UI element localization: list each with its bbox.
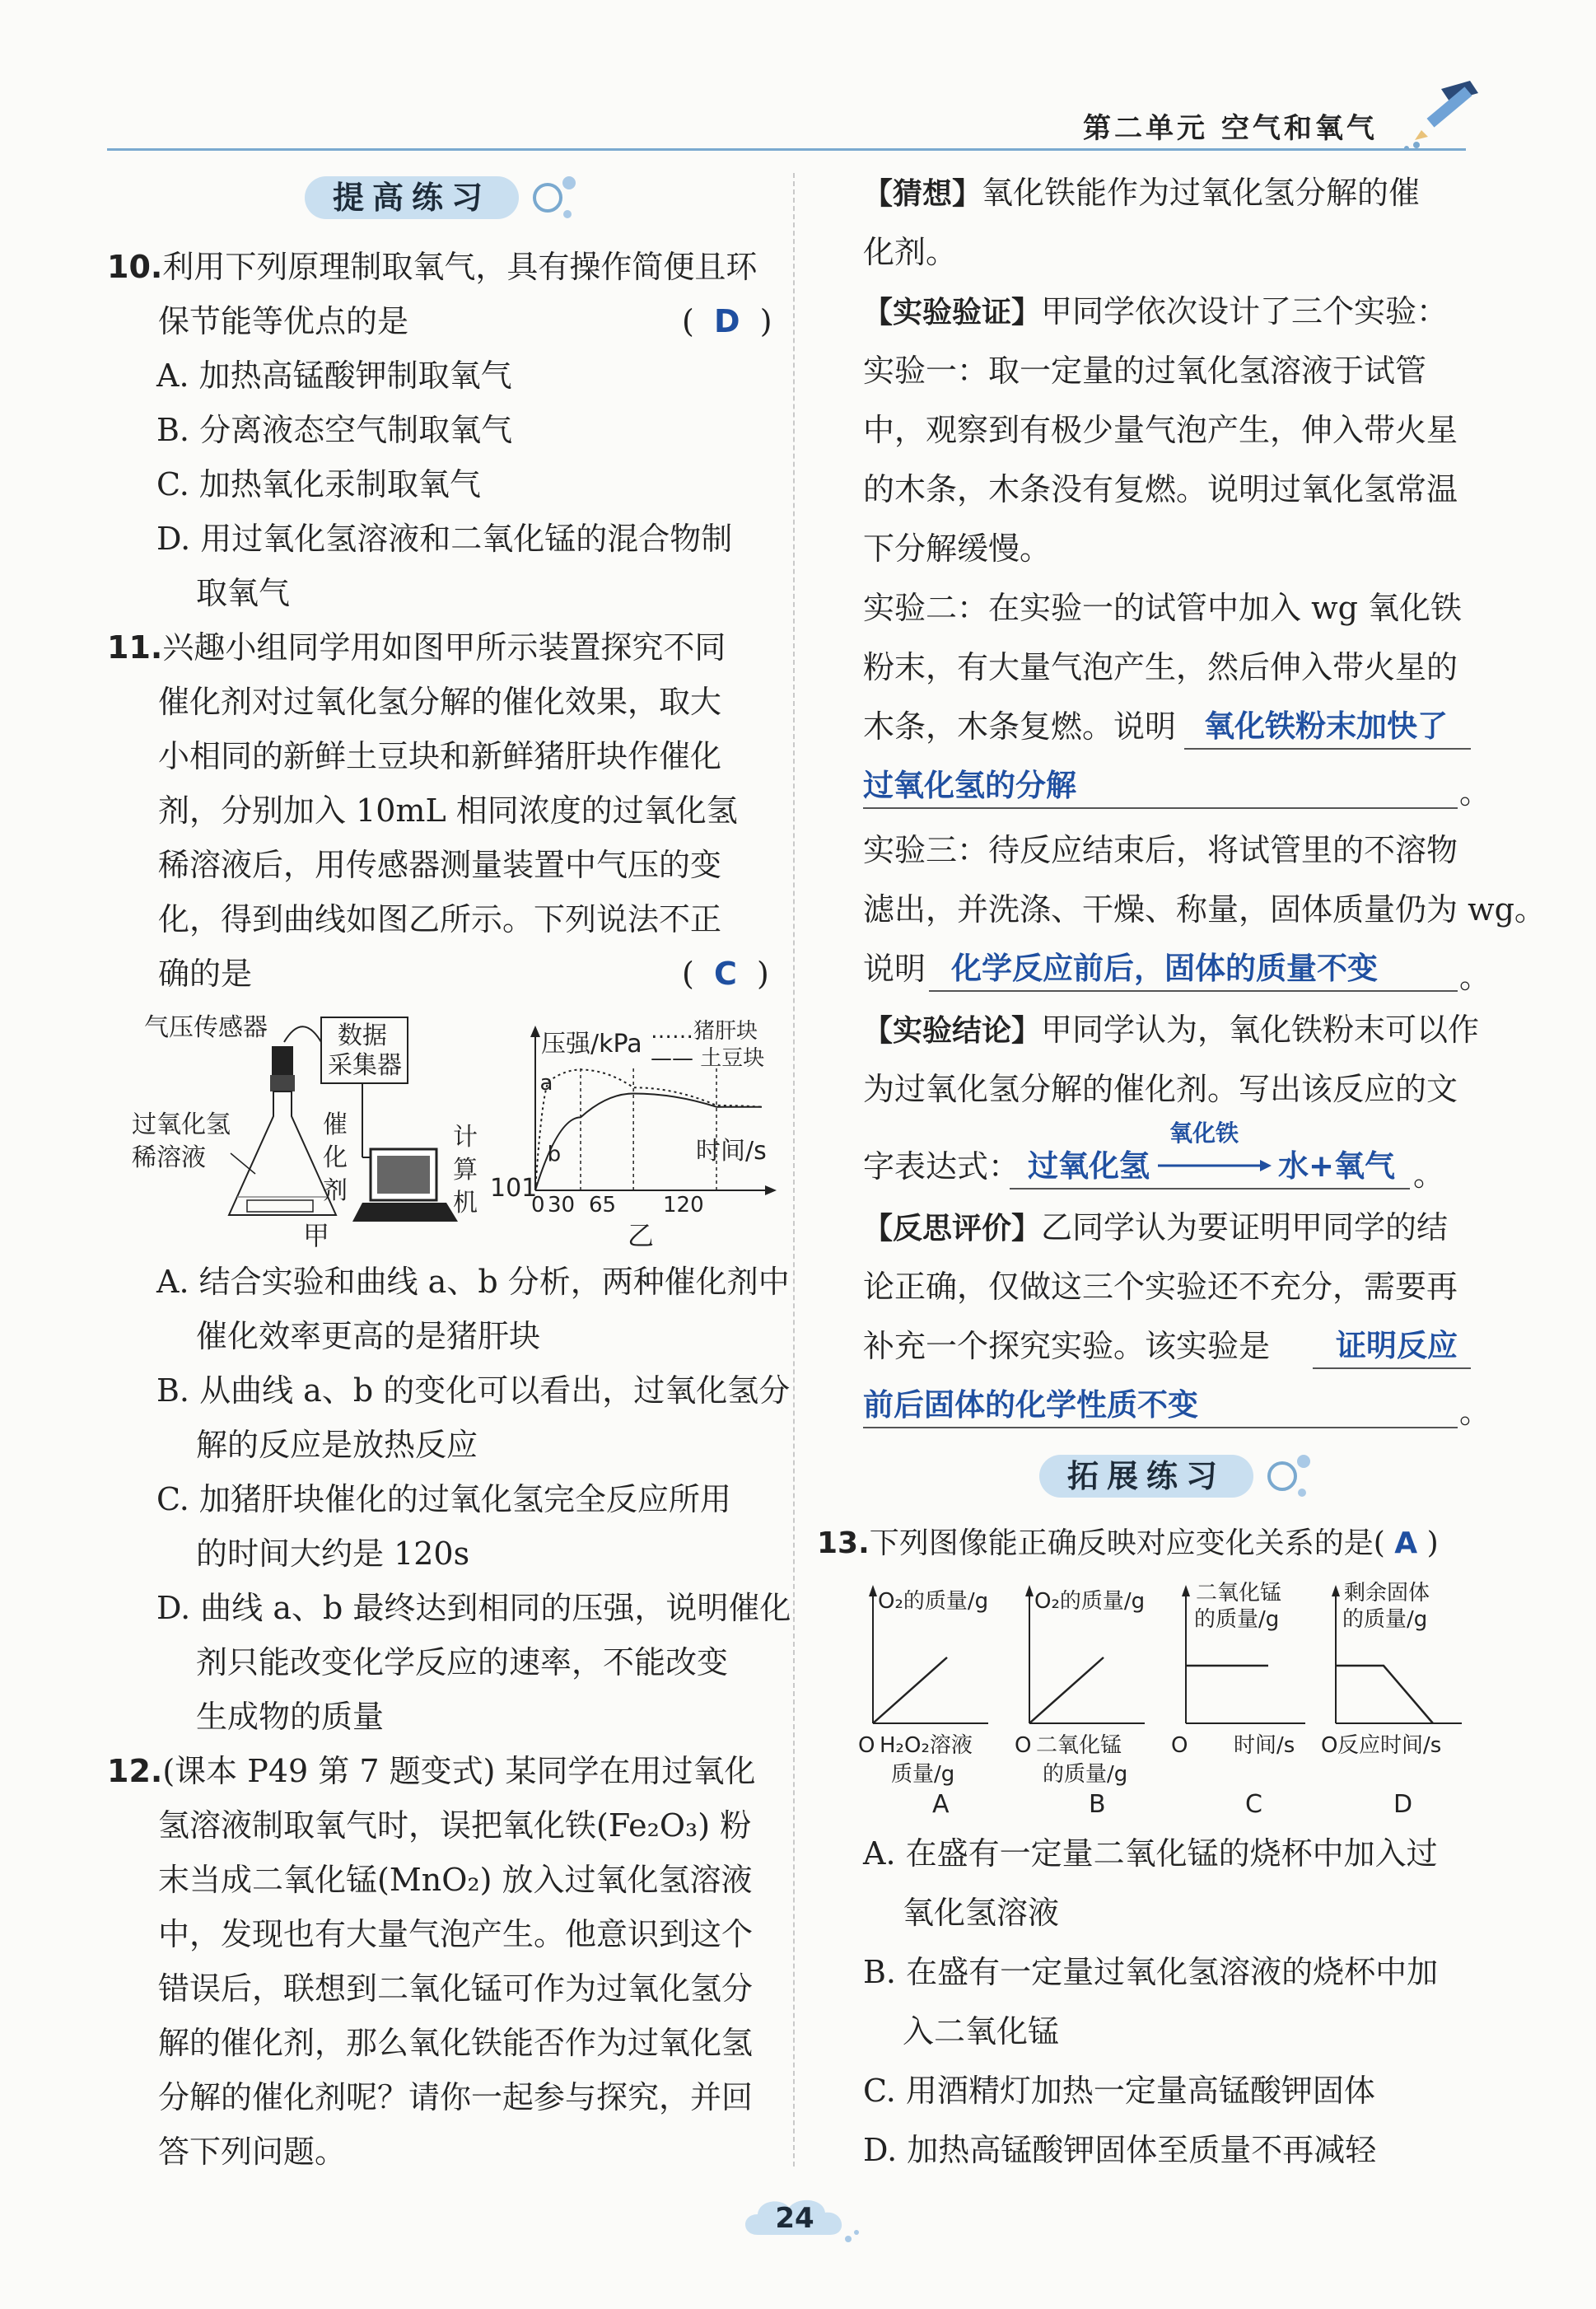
label-data-collector-2: 采集器	[328, 1051, 402, 1080]
q11-option-c-line1: C. 加猪肝块催化的过氧化氢完全反应所用	[156, 1481, 731, 1517]
q12-stem-line3: 末当成二氧化锰(MnO₂) 放入过氧化氢溶液	[158, 1862, 753, 1898]
svg-text:质量/g: 质量/g	[891, 1762, 955, 1787]
q12-exp3-line1: 实验三：待反应结束后，将试管里的不溶物	[863, 832, 1458, 868]
graph-d-line	[1336, 1666, 1433, 1723]
q11-stem-line7: 确的是	[158, 956, 253, 992]
q12-equation-period: 。	[1413, 1157, 1445, 1193]
section-title-expand: 拓展练习	[1039, 1455, 1253, 1498]
q10-stem-line1: 10.利用下列原理制取氧气，具有操作简便且环	[107, 249, 758, 285]
svg-text:剂: 剂	[323, 1176, 348, 1205]
pencil-graduation-cap-icon	[1400, 72, 1491, 155]
q13-option-b-line1: B. 在盛有一定量过氧化氢溶液的烧杯中加	[863, 1954, 1439, 1990]
q12-exp3-blank	[929, 990, 1458, 992]
q12-equation-left: 过氧化氢	[1028, 1148, 1150, 1184]
graph-a	[858, 1585, 988, 1819]
q12-reflect-line1: 【反思评价】乙同学认为要证明甲同学的结	[863, 1209, 1449, 1246]
q12-equation-condition: 氧化铁	[1169, 1119, 1239, 1147]
q13-option-c: C. 用酒精灯加热一定量高锰酸钾固体	[863, 2073, 1375, 2109]
label-solution-1: 过氧化氢	[132, 1110, 231, 1139]
sensor-cable	[284, 1026, 321, 1042]
chart-xtick-0: 0	[531, 1193, 545, 1218]
svg-text:算: 算	[453, 1156, 478, 1185]
q10-stem-line2: 保节能等优点的是	[158, 303, 409, 339]
chart-xlabel: 时间/s	[696, 1137, 767, 1166]
graph-b	[1015, 1585, 1145, 1819]
svg-text:计: 计	[453, 1123, 478, 1152]
svg-text:B: B	[1089, 1790, 1106, 1819]
q11-option-b-line1: B. 从曲线 a、b 的变化可以看出，过氧化氢分	[156, 1372, 791, 1409]
q12-reflect-line2: 论正确，仅做这三个实验还不充分，需要再	[863, 1269, 1458, 1305]
q13-stem: 13.下列图像能正确反映对应变化关系的是( A )	[817, 1526, 1439, 1560]
q12-equation-right: 水+氧气	[1278, 1148, 1396, 1184]
chart-xtick-120: 120	[663, 1193, 704, 1218]
pressure-sensor	[272, 1046, 293, 1075]
graph-c	[1171, 1581, 1305, 1819]
q12-exp2-line1: 实验二：在实验一的试管中加入 wg 氧化铁	[863, 590, 1463, 626]
q11-stem-line5: 稀溶液后，用传感器测量装置中气压的变	[158, 847, 722, 883]
svg-text:A: A	[932, 1790, 950, 1819]
svg-text:催: 催	[323, 1110, 348, 1139]
q11-option-a-line1: A. 结合实验和曲线 a、b 分析，两种催化剂中	[156, 1264, 790, 1300]
q12-exp2-blank-2	[863, 807, 1458, 809]
q13-option-d: D. 加热高锰酸钾固体至质量不再减轻	[863, 2132, 1377, 2168]
bubble-decoration-icon	[531, 173, 589, 224]
q12-conclusion-line3: 字表达式：	[863, 1148, 1020, 1185]
figure-label-yi: 乙	[628, 1220, 655, 1251]
svg-text:C: C	[1245, 1790, 1262, 1819]
q12-exp3-line2: 滤出，并洗涤、干燥、称量，固体质量仍为 wg。	[863, 891, 1546, 928]
svg-text:反应时间/s: 反应时间/s	[1337, 1733, 1442, 1758]
q10-option-a: A. 加热高锰酸钾制取氧气	[156, 358, 512, 394]
q12-exp2-blank-1	[1184, 748, 1471, 750]
q12-exp2-line3: 木条，木条复燃。说明	[863, 708, 1177, 745]
q12-stem-line6: 解的催化剂，那么氧化铁能否作为过氧化氢	[158, 2025, 754, 2061]
q12-stem-line1: 12.(课本 P49 第 7 题变式) 某同学在用过氧化	[107, 1753, 756, 1789]
q12-exp2-answer-1: 氧化铁粉末加快了	[1204, 708, 1448, 744]
q11-answer: ( C )	[682, 956, 769, 992]
q12-stem-line4: 中，发现也有大量气泡产生。他意识到这个	[158, 1916, 754, 1952]
svg-text:的质量/g: 的质量/g	[1043, 1762, 1128, 1787]
column-divider	[793, 173, 795, 2166]
svg-text:时间/s: 时间/s	[1234, 1733, 1295, 1758]
label-solution-2: 稀溶液	[132, 1143, 206, 1172]
chart-series-b-label: b	[547, 1142, 562, 1167]
svg-text:O₂的质量/g: O₂的质量/g	[878, 1589, 989, 1614]
q13-option-b-line2: 入二氧化锰	[903, 2013, 1060, 2050]
chart-ylabel: 压强/kPa	[541, 1030, 642, 1059]
header-rule	[107, 148, 1466, 151]
q12-reflect-blank-2	[863, 1427, 1458, 1428]
equation-arrow-icon	[1158, 1157, 1273, 1174]
section-banner-expand	[1039, 1451, 1319, 1503]
q11-stem-line4: 剂，分别加入 10mL 相同浓度的过氧化氢	[158, 792, 738, 829]
computer-keyboard	[352, 1203, 458, 1222]
q12-stem-line7: 分解的催化剂呢？请你一起参与探究，并回	[158, 2079, 754, 2115]
label-data-collector-1: 数据	[338, 1021, 387, 1050]
page-number: 24	[775, 2202, 814, 2235]
q12-exp1-line3: 的木条，木条没有复燃。说明过氧化氢常温	[863, 471, 1458, 507]
graph-d	[1321, 1581, 1462, 1819]
svg-text:D: D	[1393, 1790, 1413, 1819]
q12-exp3-line3: 说明	[863, 951, 926, 987]
svg-text:的质量/g: 的质量/g	[1194, 1607, 1280, 1632]
q12-conclusion-line1: 【实验结论】甲同学认为，氧化铁粉末可以作	[863, 1012, 1480, 1048]
q11-stem-line6: 化，得到曲线如图乙所示。下列说法不正	[158, 901, 722, 937]
svg-text:的质量/g: 的质量/g	[1342, 1607, 1428, 1632]
chart-series-a-label: a	[539, 1071, 553, 1096]
graph-a-line	[873, 1657, 947, 1723]
q12-equation-blank	[1010, 1188, 1410, 1190]
chart-legend-potato: —— 土豆块	[651, 1046, 765, 1071]
q12-guess-line1: 【猜想】氧化铁能作为过氧化氢分解的催	[863, 175, 1421, 211]
chart-series-a-liver	[535, 1070, 762, 1190]
q11-option-a-line2: 催化效率更高的是猪肝块	[196, 1318, 541, 1354]
q12-exp2-answer-2: 过氧化氢的分解	[863, 768, 1076, 803]
svg-text:O: O	[1015, 1733, 1032, 1758]
graph-b-line	[1029, 1657, 1104, 1723]
q12-exp2-line2: 粉末，有大量气泡产生，然后伸入带火星的	[863, 649, 1458, 685]
catalyst-block	[247, 1200, 313, 1212]
q10-option-b: B. 分离液态空气制取氧气	[156, 412, 513, 448]
q10-answer: ( D )	[682, 303, 772, 339]
label-pressure-sensor: 气压传感器	[144, 1013, 268, 1042]
q12-reflect-blank-1	[1313, 1367, 1471, 1369]
q11-stem-line3: 小相同的新鲜土豆块和新鲜猪肝块作催化	[158, 738, 722, 774]
q12-exp1-line4: 下分解缓慢。	[863, 531, 1052, 567]
chart-ytick-101: 101	[490, 1174, 538, 1203]
svg-text:二氧化锰: 二氧化锰	[1196, 1581, 1282, 1606]
bubble-decoration-icon	[1266, 1451, 1323, 1503]
chart-legend-liver: ……猪肝块	[651, 1019, 758, 1044]
svg-text:H₂O₂溶液: H₂O₂溶液	[880, 1733, 973, 1758]
svg-text:O: O	[858, 1733, 875, 1758]
svg-text:O₂的质量/g: O₂的质量/g	[1034, 1589, 1146, 1614]
svg-text:O: O	[1321, 1733, 1338, 1758]
q12-exp2-period: 。	[1459, 774, 1491, 811]
q12-reflect-answer-2: 前后固体的化学性质不变	[863, 1387, 1198, 1423]
q11-option-b-line2: 解的反应是放热反应	[196, 1427, 478, 1463]
q12-exp1-line2: 中，观察到有极少量气泡产生，伸入带火星	[863, 412, 1458, 448]
q12-stem-line5: 错误后，联想到二氧化锰可作为过氧化氢分	[158, 1970, 754, 2007]
svg-text:机: 机	[453, 1189, 478, 1218]
q11-stem-line1: 11.兴趣小组同学用如图甲所示装置探究不同	[107, 629, 726, 666]
q13-option-a-line1: A. 在盛有一定量二氧化锰的烧杯中加入过	[863, 1835, 1438, 1872]
q11-stem-line2: 催化剂对过氧化氢分解的催化效果，取大	[158, 684, 722, 720]
q10-option-c: C. 加热氧化汞制取氧气	[156, 466, 481, 502]
q12-reflect-period: 。	[1459, 1394, 1491, 1430]
q12-reflect-answer-1: 证明反应	[1336, 1328, 1458, 1363]
q12-stem-line2: 氢溶液制取氧气时，误把氧化铁(Fe₂O₃) 粉	[158, 1807, 752, 1844]
q12-exp3-answer: 化学反应前后，固体的质量不变	[951, 951, 1378, 986]
svg-text:剩余固体: 剩余固体	[1344, 1581, 1430, 1606]
svg-text:二氧化锰: 二氧化锰	[1036, 1733, 1122, 1758]
q10-option-d-line1: D. 用过氧化氢溶液和二氧化锰的混合物制	[156, 521, 733, 557]
q11-pressure-chart	[490, 1017, 786, 1218]
q13-graphs	[856, 1575, 1482, 1822]
q13-option-a-line2: 氧化氢溶液	[903, 1895, 1060, 1931]
q12-guess-line2: 化剂。	[863, 234, 958, 270]
q12-conclusion-line2: 为过氧化氢分解的催化剂。写出该反应的文	[863, 1071, 1458, 1107]
q12-exp3-period: 。	[1459, 959, 1491, 995]
q11-option-d-line1: D. 曲线 a、b 最终达到相同的压强，说明催化	[156, 1590, 791, 1626]
q11-option-d-line3: 生成物的质量	[196, 1699, 385, 1735]
chart-xtick-65: 65	[589, 1193, 617, 1218]
q11-option-c-line2: 的时间大约是 120s	[196, 1535, 470, 1572]
section-banner-improve	[305, 173, 585, 224]
q12-reflect-line3: 补充一个探究实验。该实验是	[863, 1328, 1271, 1364]
chart-xtick-30: 30	[548, 1193, 576, 1218]
figure-label-jia: 甲	[303, 1220, 330, 1251]
q10-option-d-line2: 取氧气	[196, 575, 291, 611]
q12-verify-line: 【实验验证】甲同学依次设计了三个实验：	[863, 293, 1449, 330]
q11-option-d-line2: 剂只能改变化学反应的速率，不能改变	[196, 1644, 729, 1680]
svg-text:化: 化	[323, 1143, 348, 1172]
q12-stem-line8: 答下列问题。	[158, 2134, 347, 2170]
q12-exp1-line1: 实验一：取一定量的过氧化氢溶液于试管	[863, 353, 1427, 389]
section-title-improve: 提高练习	[305, 176, 519, 219]
stopper	[270, 1075, 295, 1091]
unit-title: 第二单元 空气和氧气	[1083, 112, 1378, 145]
svg-text:O: O	[1171, 1733, 1188, 1758]
